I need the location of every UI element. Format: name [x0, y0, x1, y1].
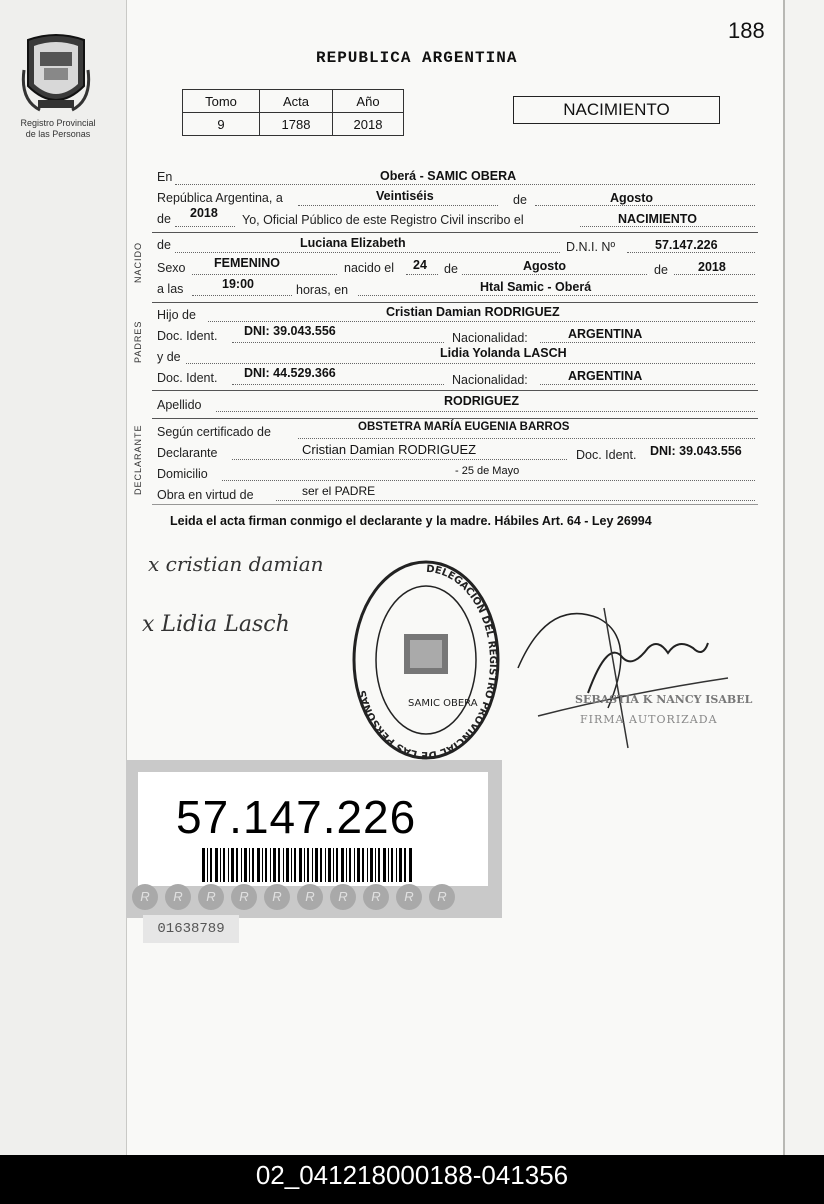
dni-sticker — [126, 760, 502, 918]
padres-side-label: PADRES — [133, 320, 143, 363]
birth-month: Agosto — [523, 259, 567, 273]
hijo-de-label: Hijo de — [157, 308, 196, 322]
mother-name: Lidia Yolanda LASCH — [440, 346, 567, 360]
mother-nationality: ARGENTINA — [568, 369, 643, 383]
day-words: Veintiséis — [376, 189, 434, 203]
year: 2018 — [190, 206, 218, 220]
month: Agosto — [610, 191, 654, 205]
surname: RODRIGUEZ — [444, 394, 519, 408]
child-sex: FEMENINO — [214, 256, 280, 270]
domicile: - 25 de Mayo — [455, 465, 520, 477]
r-coin-icon: R — [396, 884, 422, 910]
registry-caption — [8, 118, 108, 140]
de-label: de — [513, 193, 527, 207]
registry-office: Oberá - SAMIC OBERA — [380, 169, 517, 183]
de1-label: de — [444, 262, 458, 276]
domicilio-label: Domicilio — [157, 467, 208, 481]
republic-label: República Argentina, a — [157, 191, 283, 205]
registry-caption-line2: de las Personas — [25, 129, 91, 139]
father-nat-label: Nacionalidad: — [452, 331, 528, 345]
r-coin-icon: R — [165, 884, 191, 910]
tomo-header: Tomo — [183, 90, 260, 113]
r-coin-icon: R — [363, 884, 389, 910]
year-prefix: de — [157, 212, 171, 226]
acta-header: Acta — [260, 90, 333, 113]
registry-caption-line1: Registro Provincial — [20, 118, 96, 128]
page-title: REPUBLICA ARGENTINA — [316, 49, 518, 67]
anio-value: 2018 — [333, 113, 404, 136]
mother-doc-label: Doc. Ident. — [157, 371, 218, 385]
de2-label: de — [654, 263, 668, 277]
r-coin-icon: R — [132, 884, 158, 910]
en-label: En — [157, 170, 173, 184]
page-number: 188 — [728, 18, 765, 43]
y-de-label: y de — [157, 350, 181, 364]
father-doc: DNI: 39.043.556 — [244, 324, 336, 338]
security-pattern — [132, 884, 462, 910]
birth-time: 19:00 — [222, 277, 254, 291]
closing-text: Leida el acta firman conmigo el declarante y la madre. Hábiles Art. 64 - Ley 26994 — [170, 514, 652, 528]
nacido-side-label: NACIDO — [133, 241, 143, 283]
stamp-ring-text: DELEGACIÓN DEL REGISTRO PROVINCIAL DE LAS PERSONAS — [357, 563, 499, 761]
r-coin-icon: R — [429, 884, 455, 910]
declarant-doc-label: Doc. Ident. — [576, 448, 637, 462]
stamp-inner-text: SAMIC OBERA — [408, 698, 478, 709]
r-coin-icon: R — [198, 884, 224, 910]
declarant-name: Cristian Damian RODRIGUEZ — [302, 442, 477, 457]
tomo-value: 9 — [183, 113, 260, 136]
child-dni: 57.147.226 — [655, 238, 718, 252]
dni-label: D.N.I. Nº — [566, 240, 616, 254]
declarante-side-label: DECLARANTE — [133, 424, 143, 495]
certifier: OBSTETRA MARÍA EUGENIA BARROS — [358, 421, 570, 433]
nacido-de-label: de — [157, 238, 171, 252]
cert-label: Según certificado de — [157, 425, 271, 439]
serial-number: 01638789 — [143, 915, 239, 943]
left-margin — [0, 0, 126, 1155]
province-seal-icon — [20, 30, 92, 114]
declarante-label: Declarante — [157, 446, 218, 460]
father-nationality: ARGENTINA — [568, 327, 643, 341]
barcode-icon — [202, 848, 412, 882]
r-coin-icon: R — [330, 884, 356, 910]
event-type-box: NACIMIENTO — [513, 96, 720, 124]
capacity: ser el PADRE — [302, 484, 376, 498]
birth-day: 24 — [413, 258, 427, 272]
obra-label: Obra en virtud de — [157, 488, 254, 502]
mother-doc: DNI: 44.529.366 — [244, 366, 336, 380]
mother-signature: x Lidia Lasch — [142, 612, 290, 637]
declarant-doc: DNI: 39.043.556 — [650, 444, 742, 458]
nacido-el-label: nacido el — [344, 261, 395, 275]
birth-year: 2018 — [698, 260, 726, 274]
mother-nat-label: Nacionalidad: — [452, 373, 528, 387]
apellido-label: Apellido — [157, 398, 202, 412]
officer-signature-icon — [508, 598, 738, 758]
r-coin-icon: R — [264, 884, 290, 910]
sticker-dni-number: 57.147.226 — [176, 791, 417, 843]
reference-table — [182, 89, 404, 136]
acta-value: 1788 — [260, 113, 333, 136]
officer-text: Yo, Oficial Público de este Registro Civil inscribo el — [242, 213, 524, 227]
sexo-label: Sexo — [157, 261, 186, 275]
official-name: SEBASTIA K NANCY ISABEL — [575, 693, 753, 706]
sticker-label — [138, 772, 488, 886]
official-role: FIRMA AUTORIZADA — [580, 713, 718, 726]
a-las-label: a las — [157, 282, 184, 296]
registry-stamp-icon — [346, 556, 506, 762]
father-doc-label: Doc. Ident. — [157, 329, 218, 343]
act-type: NACIMIENTO — [618, 212, 697, 226]
r-coin-icon: R — [231, 884, 257, 910]
child-name: Luciana Elizabeth — [300, 236, 406, 250]
r-coin-icon: R — [297, 884, 323, 910]
father-name: Cristian Damian RODRIGUEZ — [386, 305, 560, 319]
declarant-signature: x cristian damian — [148, 552, 324, 576]
footer-filename: 02_041218000188-041356 — [0, 1155, 824, 1204]
horas-label: horas, en — [296, 283, 349, 297]
birth-place: Htal Samic - Oberá — [480, 280, 592, 294]
anio-header: Año — [333, 90, 404, 113]
